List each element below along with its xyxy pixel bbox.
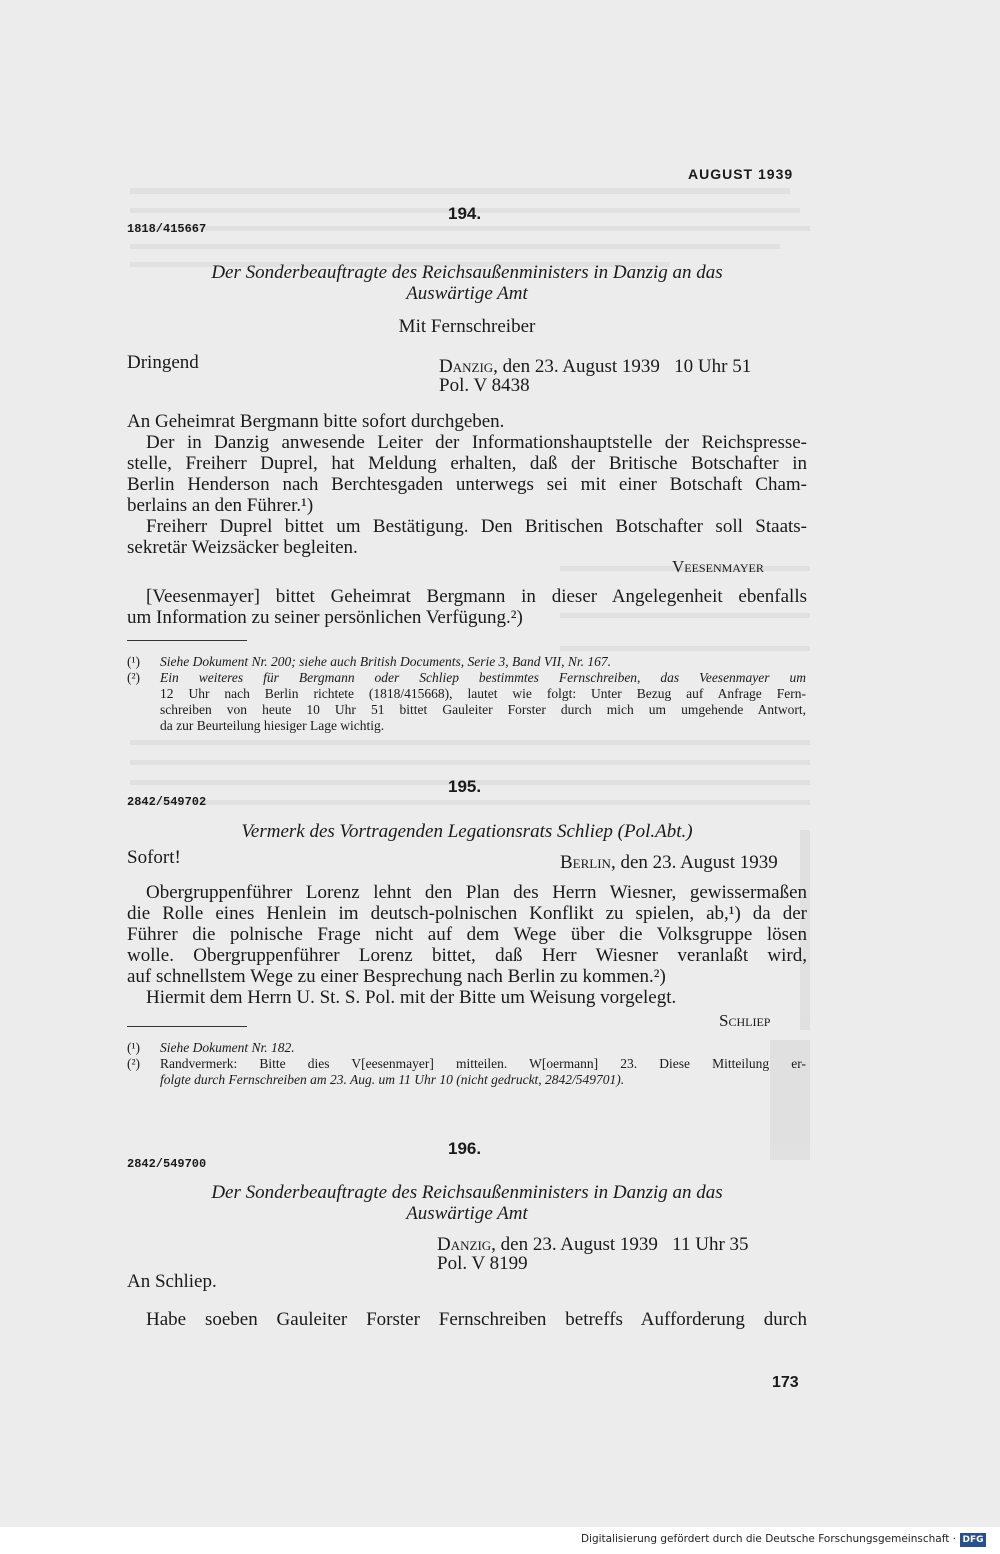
body-line: die Rolle eines Henlein im deutsch-polnischen Konflikt zu spielen, ab,¹) da der xyxy=(127,903,807,924)
document-title-cont: Auswärtige Amt xyxy=(406,1203,528,1224)
dateline-place: Danzig xyxy=(437,1234,492,1255)
footnote-text: Ein weiteres für Bergmann oder Schliep bestimmtes Fernschreiben, das Veesenmayer um xyxy=(160,670,806,685)
dateline-place: Berlin xyxy=(560,852,611,873)
dateline-place: Danzig xyxy=(439,356,494,377)
document-reference: 2842/549702 xyxy=(127,795,207,809)
document-title: Der Sonderbeauftragte des Reichsaußenministers in Danzig an das xyxy=(211,1182,723,1203)
dateline xyxy=(560,852,778,873)
document-title: Vermerk des Vortragenden Legationsrats Schliep (Pol.Abt.) xyxy=(241,821,693,842)
footer-credit: Digitalisierung gefördert durch die Deutsche Forschungsgemeinschaft · xyxy=(580,1533,956,1545)
addressee: An Schliep. xyxy=(127,1271,217,1292)
dateline xyxy=(439,356,751,377)
urgency-marking: Sofort! xyxy=(127,847,181,868)
signature: Veesenmayer xyxy=(672,557,764,576)
body-line: stelle, Freiherr Duprel, hat Meldung erhalten, daß der Britische Botschafter in xyxy=(127,453,807,474)
footnote-mark: (²) xyxy=(127,670,141,685)
body-line: Freiherr Duprel bittet um Bestätigung. Den Britischen Botschafter soll Staats- xyxy=(146,516,807,537)
document-title: Der Sonderbeauftragte des Reichsaußenministers in Danzig an das xyxy=(211,262,723,283)
dateline-date: , den 23. August 1939 xyxy=(610,852,778,873)
footnote-rule xyxy=(127,1026,247,1027)
body-line: berlains an den Führer.¹) xyxy=(127,495,314,516)
footnote-text: Randvermerk: Bitte dies V[eesenmayer] mitteilen. W[oermann] 23. Diese Mitteilung er- xyxy=(160,1056,806,1071)
editorial-note: [Veesenmayer] bittet Geheimrat Bergmann in dieser Angelegenheit ebenfalls xyxy=(146,586,807,607)
file-number: Pol. V 8199 xyxy=(437,1253,528,1274)
footnote-text: schreiben von heute 10 Uhr 51 bittet Gauleiter Forster durch mich um umgehende Antwort, xyxy=(160,702,806,717)
document-number-195: 195. xyxy=(448,777,482,796)
running-head: AUGUST 1939 xyxy=(688,166,794,182)
dateline xyxy=(437,1234,749,1255)
dfg-logo: DFG xyxy=(960,1533,986,1547)
transmission-method: Mit Fernschreiber xyxy=(398,316,536,337)
footnote-mark: (¹) xyxy=(127,1040,141,1055)
body-line: Habe soeben Gauleiter Forster Fernschreiben betreffs Aufforderung durch xyxy=(146,1309,807,1330)
editorial-note: um Information zu seiner persönlichen Verfügung.²) xyxy=(127,607,523,628)
document-title-cont: Auswärtige Amt xyxy=(406,283,528,304)
body-line: Berlin Henderson nach Berchtesgaden unterwegs sei mit einer Botschaft Cham- xyxy=(127,474,807,495)
body-line: Der in Danzig anwesende Leiter der Informationshauptstelle der Reichspresse- xyxy=(146,432,807,453)
footnote-text: folgte durch Fernschreiben am 23. Aug. um 11 Uhr 10 (nicht gedruckt, 2842/549701). xyxy=(160,1072,625,1087)
document-number-196: 196. xyxy=(448,1139,482,1158)
footnote-mark: (¹) xyxy=(127,654,141,669)
body-line: Hiermit dem Herrn U. St. S. Pol. mit der Bitte um Weisung vorgelegt. xyxy=(146,987,677,1008)
dateline-date: , den 23. August 1939 11 Uhr 35 xyxy=(491,1234,749,1255)
body-line: sekretär Weizsäcker begleiten. xyxy=(127,537,358,558)
page-number: 173 xyxy=(772,1374,799,1391)
footnote-rule xyxy=(127,640,247,641)
file-number: Pol. V 8438 xyxy=(439,375,530,396)
footnote-text: da zur Beurteilung hiesiger Lage wichtig. xyxy=(160,718,385,733)
urgency-marking: Dringend xyxy=(127,352,199,373)
footnote-mark: (²) xyxy=(127,1056,141,1071)
body-line: Führer die polnische Frage nicht auf dem Wege über die Volksgruppe lösen xyxy=(127,924,807,945)
footnote-text: Siehe Dokument Nr. 182. xyxy=(160,1040,295,1055)
signature: Schliep xyxy=(719,1011,771,1030)
footnote-text: 12 Uhr nach Berlin richtete (1818/415668), lautet wie folgt: Unter Bezug auf Anfrage Fern- xyxy=(160,686,806,701)
document-reference: 2842/549700 xyxy=(127,1157,207,1171)
dateline-date: , den 23. August 1939 10 Uhr 51 xyxy=(493,356,752,377)
footnote-text: Siehe Dokument Nr. 200; siehe auch British Documents, Serie 3, Band VII, Nr. 167. xyxy=(160,654,612,669)
body-line: An Geheimrat Bergmann bitte sofort durchgeben. xyxy=(127,411,505,432)
document-reference: 1818/415667 xyxy=(127,222,207,236)
body-line: auf schnellstem Wege zu einer Besprechung nach Berlin zu kommen.²) xyxy=(127,966,666,987)
body-line: wolle. Obergruppenführer Lorenz bittet, daß Herr Wiesner veranlaßt wird, xyxy=(127,945,807,966)
body-line: Obergruppenführer Lorenz lehnt den Plan des Herrn Wiesner, gewissermaßen xyxy=(146,882,807,903)
document-number-194: 194. xyxy=(448,204,482,223)
